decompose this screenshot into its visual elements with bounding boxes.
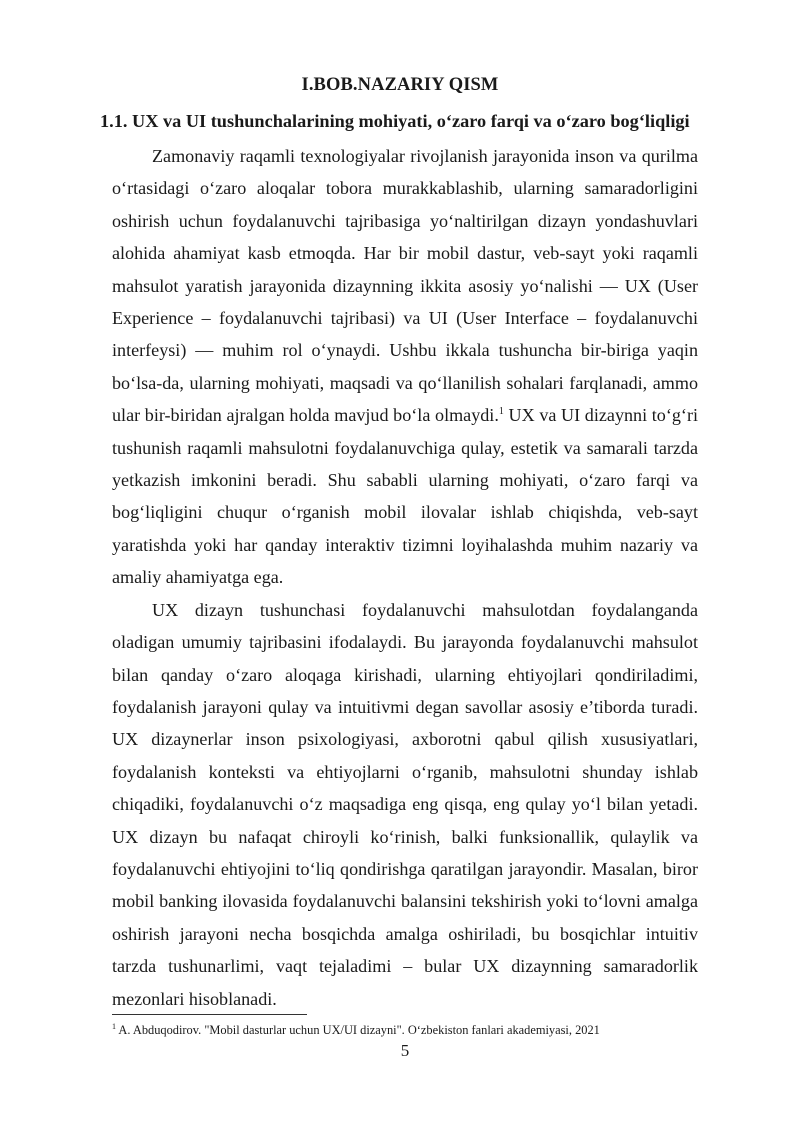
page-number: 5 xyxy=(400,1041,410,1060)
footnote-reference: 1 xyxy=(498,406,504,418)
footnote xyxy=(112,1022,712,1038)
footnote-separator xyxy=(112,1014,307,1015)
paragraph-1 xyxy=(112,140,698,594)
paragraph-1-text-part-1: Zamonaviy raqamli texnologiyalar rivojlanish jarayonida inson va qurilma o‘rtasidagi o‘zaro aloqalar tobora murakkablashib, ularning samaradorligini oshirish uchun foydalanuvchi tajribasiga yo‘naltirilgan dizayn yondashuvlari alohida ahamiyat kasb etmoqda. Har bir mobil dastur, veb-sayt yoki raqamli mahsulot yaratish jarayonida dizaynning ikkita asosiy yo‘nalishi — UX (User Experience – foydalanuvchi tajribasi) va UI (User Interface – foydalanuvchi interfeysi) — muhim rol o‘ynaydi. Ushbu ikkala tushuncha bir-biriga yaqin bo‘lsa-da, ularning mohiyati, maqsadi va qo‘llanilish sohalari farqlanadi, ammo ular bir-biridan ajralgan holda mavjud bo‘la olmaydi. xyxy=(112,146,698,426)
body-text xyxy=(112,140,698,1015)
paragraph-2: UX dizayn tushunchasi foydalanuvchi mahsulotdan foydalanganda oladigan umumiy tajribasini ifodalaydi. Bu jarayonda foydalanuvchi mahsulot bilan qanday o‘zaro aloqaga kirishadi, ularning ehtiyojlari qondiriladimi, foydalanish jarayoni qulay va intuitivmi degan savollar asosiy e’tiborda turadi. UX dizaynerlar inson psixologiyasi, axborotni qabul qilish xususiyatlari, foydalanish konteksti va ehtiyojlarni o‘rganib, mahsulotni shunday ishlab chiqadiki, foydalanuvchi o‘z maqsadiga eng qisqa, eng qulay yo‘l bilan yetadi. UX dizayn bu nafaqat chiroyli ko‘rinish, balki funksionallik, qulaylik va foydalanuvchi ehtiyojini to‘liq qondirishga qaratilgan jarayondir. Masalan, biror mobil banking ilovasida foydalanuvchi balansini tekshirish yoki to‘lovni amalga oshirish jarayoni necha bosqichda amalga oshiriladi, bu bosqichlar intuitiv tarzda tushunarlimi, vaqt tejaladimi – bular UX dizaynning samaradorlik mezonlari hisoblanadi. xyxy=(112,599,698,1009)
chapter-title: I.BOB.NAZARIY QISM xyxy=(301,75,499,95)
footnote-text: A. Abduqodirov. "Mobil dasturlar uchun UX/UI dizayni". O‘zbekiston fanlari akademiyasi, 2021 xyxy=(116,1023,600,1037)
paragraph-1-text-part-2: UX va UI dizaynni to‘g‘ri tushunish raqamli mahsulotni foydalanuvchiga qulay, estetik va samarali tarzda yetkazish imkonini beradi. Shu sababli ularning mohiyati, o‘zaro farqi va bog‘liqligini chuqur o‘rganish mobil ilovalar ishlab chiqishda, veb-sayt yaratishda yoki har qanday interaktiv tizimni loyihalashda muhim nazariy va amaliy ahamiyatga ega. xyxy=(112,405,698,588)
footnote-mark: 1 xyxy=(112,1021,116,1031)
section-title: 1.1. UX va UI tushunchalarining mohiyati, o‘zaro farqi va o‘zaro bog‘liqligi xyxy=(100,111,690,131)
